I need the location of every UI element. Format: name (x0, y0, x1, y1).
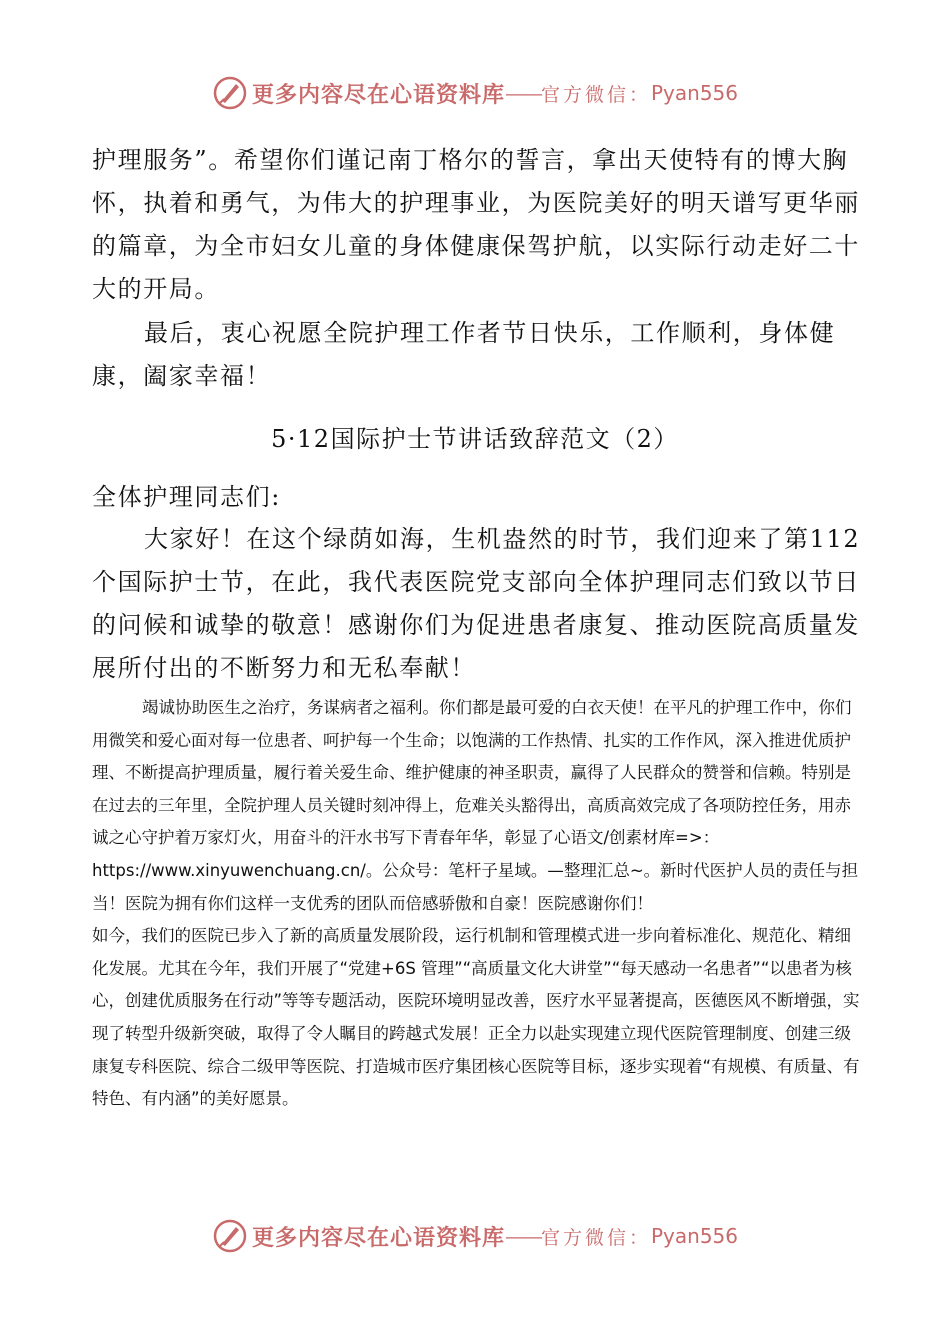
page-header (0, 73, 950, 113)
paragraph-body-1: 竭诚协助医生之治疗，务谋病者之福利。你们都是最可爱的白衣天使！在平凡的护理工作中，你们用微笑和爱心面对每一位患者、呵护每一个生命；以饱满的工作热情、扎实的工作作风，深入推进优质护理、不断提高护理质量，履行着关爱生命、维护健康的神圣职责，赢得了人民群众的赞誉和信赖。特别是在过去的三年里，全院护理人员关键时刻冲得上，危难关头豁得出，高质高效完成了各项防控任务，用赤诚之心守护着万家灯火，用奋斗的汗水书写下青春年华，彰显了心语文/创素材库=>：https://www.xinyuwenchuang.cn/。公众号：笔杆子星域。—整理汇总~。新时代医护人员的责任与担当！医院为拥有你们这样一支优秀的团队而倍感骄傲和自豪！医院感谢你们！ (92, 698, 859, 913)
header-wechat-label: 官方微信： (540, 83, 651, 106)
paragraph-body-2: 如今，我们的医院已步入了新的高质量发展阶段，运行机制和管理模式进一步向着标准化、规范化、精细化发展。尤其在今年，我们开展了“党建+6S 管理”“高质量文化大讲堂”“每天感动一名患者”“以患者为核心，创建优质服务在行动”等等专题活动，医院环境明显改善，医疗水平显著提高，医德医风不断增强，实现了转型升级新突破，取得了令人瞩目的跨越式发展！正全力以赴实现建立现代医院管理制度、创建三级康复专科医院、综合二级甲等医院、打造城市医疗集团核心医院等目标，逐步实现着“有规模、有质量、有特色、有内涵”的美好愿景。 (92, 926, 860, 1109)
salutation (92, 476, 862, 519)
footer-dash: —— (504, 1224, 541, 1248)
footer-wechat-id: Pyan556 (651, 1224, 739, 1248)
header-dash: —— (504, 81, 541, 105)
logo-icon (212, 75, 248, 111)
paragraph-closing (92, 312, 862, 398)
body-text (92, 692, 862, 1116)
paragraph-greeting (92, 518, 862, 690)
paragraph-continued-text: 护理服务”。希望你们谨记南丁格尔的誓言，拿出天使特有的博大胸怀，执着和勇气，为伟大的护理事业，为医院美好的明天谱写更华丽的篇章，为全市妇女儿童的身体健康保驾护航，以实际行动走好二十大的开局。 (92, 146, 860, 303)
header-wechat-id: Pyan556 (651, 81, 739, 105)
footer-wechat-label: 官方微信： (540, 1226, 651, 1249)
logo-icon (212, 1218, 248, 1254)
paragraph-greeting-text: 大家好！在这个绿荫如海，生机盎然的时节，我们迎来了第112个国际护士节，在此，我代表医院党支部向全体护理同志们致以节日的问候和诚挚的敬意！感谢你们为促进患者康复、推动医院高质量发展所付出的不断努力和无私奉献！ (92, 525, 861, 682)
header-brand-text: 更多内容尽在心语资料库 (251, 81, 505, 108)
paragraph-closing-text: 最后，衷心祝愿全院护理工作者节日快乐，工作顺利，身体健康，阖家幸福！ (92, 319, 836, 390)
section-title: 5·12国际护士节讲话致辞范文（2） (271, 425, 679, 453)
salutation-text: 全体护理同志们: (92, 483, 281, 511)
paragraph-continued (92, 139, 862, 311)
page-footer (0, 1216, 950, 1256)
footer-brand-text: 更多内容尽在心语资料库 (251, 1224, 505, 1251)
